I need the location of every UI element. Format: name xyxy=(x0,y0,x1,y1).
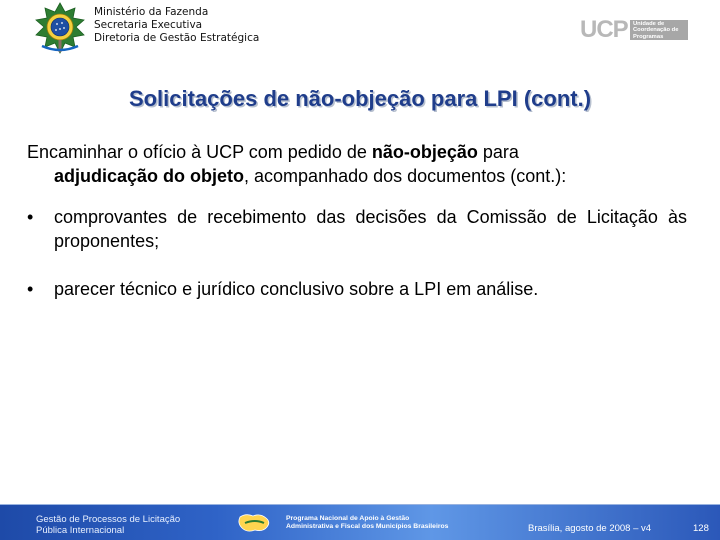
intro-bold-term: não-objeção xyxy=(371,142,478,162)
bullet-icon: • xyxy=(27,279,34,299)
footer-course-title xyxy=(36,514,180,536)
brazil-coat-of-arms-icon xyxy=(34,2,86,54)
bullet-item xyxy=(27,277,687,301)
directorate-line: Diretoria de Gestão Estratégica xyxy=(94,32,260,44)
footer-course-line: Pública Internacional xyxy=(36,525,125,536)
slide-header xyxy=(0,0,720,58)
footer-program-line: Administrativa e Fiscal dos Municípios Brasileiros xyxy=(286,523,449,530)
footer-date: Brasília, agosto de 2008 – v4 xyxy=(528,523,652,534)
page-number: 128 xyxy=(693,523,709,534)
secretariat-line: Secretaria Executiva xyxy=(94,19,203,31)
intro-text: para xyxy=(477,142,519,162)
ucp-logo-letters: UCP xyxy=(580,16,628,43)
footer-program-line: Programa Nacional de Apoio à Gestão xyxy=(286,515,410,522)
ucp-logo xyxy=(580,18,690,42)
intro-paragraph xyxy=(27,140,687,188)
intro-bold-term: adjudicação do objeto xyxy=(54,166,245,186)
ministry-text xyxy=(94,6,259,45)
footer-program-name xyxy=(286,515,448,531)
bullet-item xyxy=(27,205,687,253)
bullet-text: comprovantes de recebimento das decisões da Comissão de Licitação às proponentes; xyxy=(54,207,687,251)
slide-footer xyxy=(0,505,720,540)
ucp-logo-box xyxy=(630,20,688,40)
slide-body xyxy=(27,140,687,301)
intro-text: , acompanhado dos documentos (cont.): xyxy=(244,166,567,186)
ucp-logo-line: Coordenação de xyxy=(633,27,679,34)
ministry-line: Ministério da Fazenda xyxy=(94,6,209,18)
ucp-logo-line: Programas xyxy=(633,34,664,41)
bullet-text: parecer técnico e jurídico conclusivo sobre a LPI em análise. xyxy=(54,279,539,299)
pnafm-logo-icon xyxy=(236,513,274,533)
footer-course-line: Gestão de Processos de Licitação xyxy=(36,514,181,525)
intro-text: Encaminhar o ofício à UCP com pedido de xyxy=(27,142,372,162)
slide-title: Solicitações de não-objeção para LPI (cont.) xyxy=(128,86,592,111)
intro-continuation xyxy=(27,164,687,188)
ucp-logo-line: Unidade de xyxy=(633,20,665,27)
bullet-icon: • xyxy=(27,207,34,227)
